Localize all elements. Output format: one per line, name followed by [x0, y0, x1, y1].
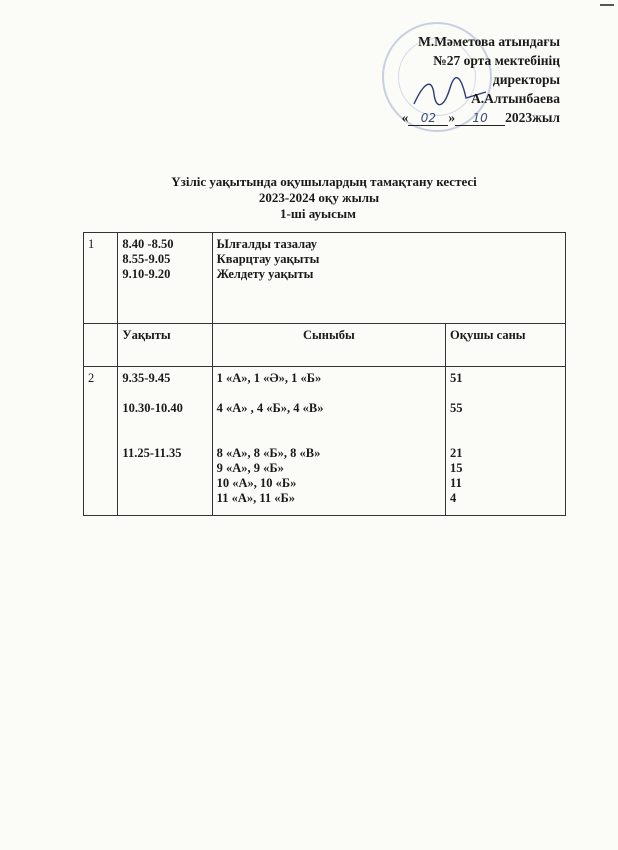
- class-group: 9 «А», 9 «Б»: [216, 461, 284, 475]
- spacer: [217, 416, 441, 446]
- activity-cell: [212, 233, 565, 324]
- time-slot: 8.40 -8.50: [122, 237, 174, 251]
- class-group: 4 «А» , 4 «Б», 4 «В»: [216, 401, 324, 415]
- date-open-quote: «: [401, 110, 409, 125]
- approval-director-name: А.Алтынбаева: [471, 91, 560, 106]
- date-close-quote: »: [448, 110, 456, 125]
- student-count: 51: [450, 371, 463, 385]
- time-slot: 10.30-10.40: [122, 401, 183, 415]
- header-student-count: Оқушы саны: [446, 324, 566, 367]
- time-slot: 8.55-9.05: [122, 252, 171, 266]
- header-time: Уақыты: [118, 324, 212, 367]
- class-cell: [212, 367, 445, 516]
- meal-schedule-table: [83, 232, 566, 516]
- shift-label: 1-ші ауысым: [280, 206, 356, 221]
- class-group: 1 «А», 1 «Ә», 1 «Б»: [216, 371, 322, 385]
- approval-date: [402, 108, 560, 127]
- student-count: 11: [450, 476, 462, 490]
- count-cell: [446, 367, 566, 516]
- row-number: 1: [84, 233, 118, 324]
- time-cell: [118, 233, 212, 324]
- activity-item: Ылғалды тазалау: [216, 237, 317, 251]
- spacer: [450, 416, 561, 446]
- academic-year: 2023-2024 оқу жылы: [258, 190, 380, 205]
- table-row: [84, 233, 566, 324]
- student-count: 4: [450, 491, 457, 505]
- time-slot: 9.35-9.45: [122, 371, 171, 385]
- approval-position: директоры: [492, 72, 560, 87]
- spacer: [122, 416, 207, 446]
- student-count: 15: [450, 461, 463, 475]
- scan-mark: [600, 4, 614, 6]
- date-year: 2023жыл: [505, 110, 560, 125]
- activity-item: Кварцтау уақыты: [216, 252, 320, 266]
- document-heading: [0, 174, 618, 222]
- student-count: 21: [450, 446, 463, 460]
- time-cell: [118, 367, 212, 516]
- document-title: Үзіліс уақытында оқушылардың тамақтану кестесі: [171, 174, 477, 189]
- row-number: 2: [84, 367, 118, 516]
- time-slot: 9.10-9.20: [122, 267, 171, 281]
- activity-item: Желдету уақыты: [216, 267, 314, 281]
- class-group: 11 «А», 11 «Б»: [216, 491, 296, 505]
- date-month: 10: [455, 111, 505, 126]
- approval-school-number: №27 орта мектебінің: [433, 53, 560, 68]
- time-slot: 11.25-11.35: [122, 446, 182, 460]
- approval-block: [402, 32, 560, 127]
- table-row: [84, 367, 566, 516]
- spacer: [122, 386, 207, 401]
- table-header-row: [84, 324, 566, 367]
- class-group: 10 «А», 10 «Б»: [216, 476, 297, 490]
- spacer: [450, 386, 561, 401]
- class-group: 8 «А», 8 «Б», 8 «В»: [216, 446, 321, 460]
- spacer: [217, 386, 441, 401]
- header-class: Сыныбы: [212, 324, 445, 367]
- header-empty-cell: [84, 324, 118, 367]
- student-count: 55: [450, 401, 463, 415]
- approval-school-name: М.Мәметова атындағы: [418, 34, 560, 49]
- date-day: 02: [408, 111, 448, 126]
